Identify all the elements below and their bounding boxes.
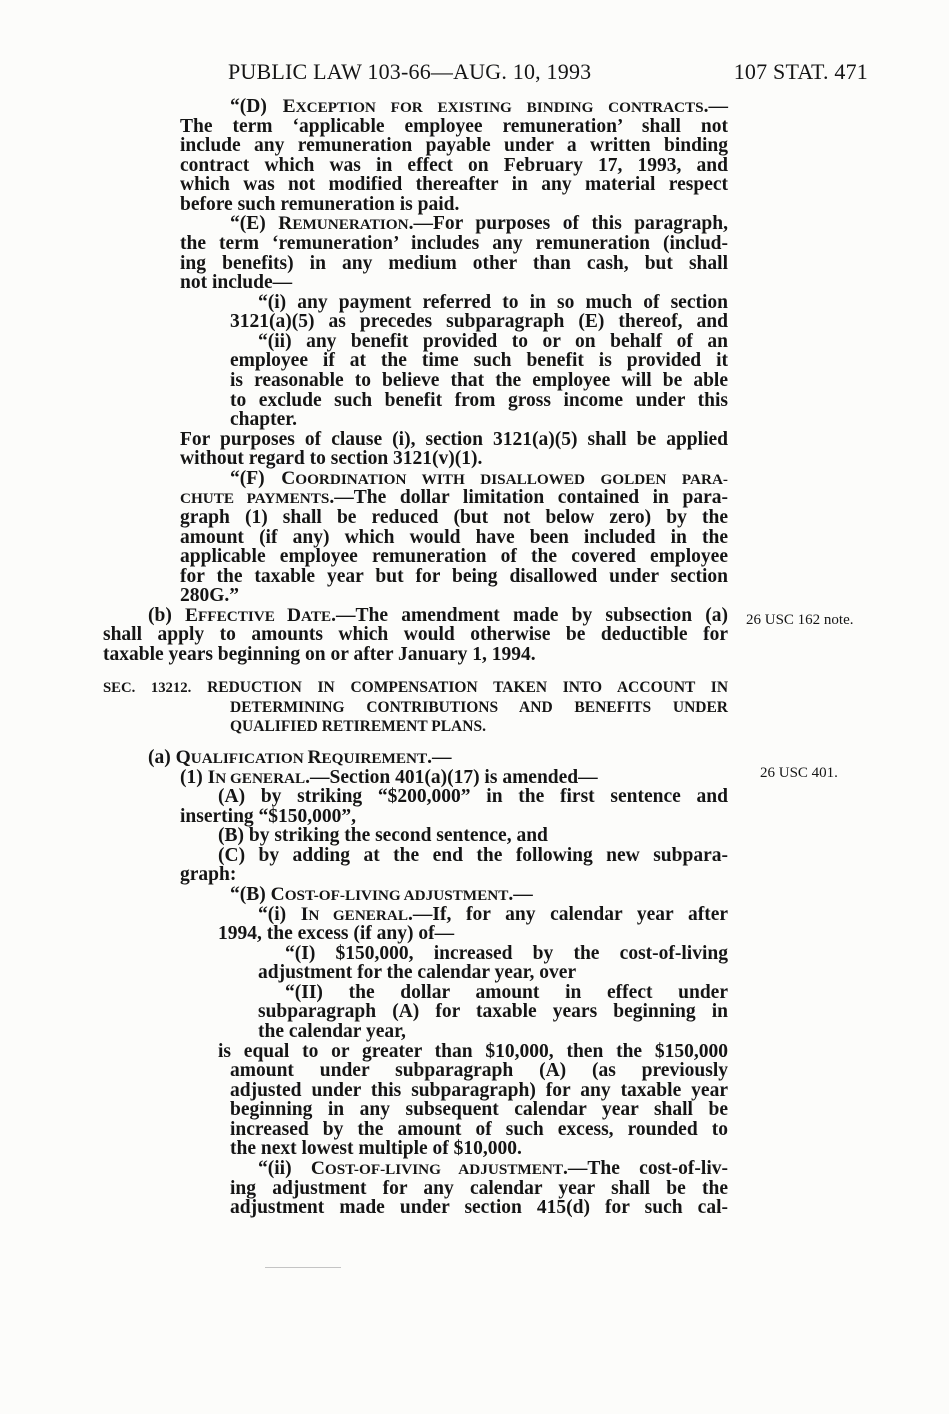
new-subparagraph-b-heading-line <box>230 885 533 906</box>
paragraph-marker: (1) <box>180 767 208 788</box>
clause-marker: “(i) <box>258 904 301 925</box>
subclause-line: subparagraph (A) for taxable years beginning in <box>258 1001 728 1022</box>
footnote-rule <box>265 1267 341 1268</box>
subparagraph-e-heading-line <box>230 214 728 235</box>
heading-line-text: The amendment made by subsection (a) <box>355 605 728 626</box>
margin-note-usc-162: 26 USC 162 note. <box>746 612 854 628</box>
heading-dash: .— <box>408 213 433 234</box>
subparagraph-heading: REMUNERATION <box>278 213 409 234</box>
section-title: REDUCTION IN COMPENSATION TAKEN INTO ACCOUNT IN <box>207 679 729 696</box>
small-cap-initial: C <box>270 884 285 905</box>
subsection-marker: (a) <box>148 747 176 768</box>
heading-dash: .— <box>329 487 354 508</box>
heading-dash: .— <box>703 96 728 117</box>
clause-marker: “(ii) <box>258 1158 311 1179</box>
subsection-heading: QUALIFICATION REQUIREMENT <box>175 747 428 768</box>
subparagraph-heading: COORDINATION WITH DISALLOWED GOLDEN PARA- <box>281 468 728 489</box>
small-cap-initial: D <box>286 605 302 626</box>
subparagraph-marker: “(D) <box>230 96 283 117</box>
section-title: DETERMINING CONTRIBUTIONS AND BENEFITS UNDER <box>230 699 728 716</box>
clause-heading: IN GENERAL <box>300 904 409 925</box>
text-line: without regard to section 3121(v)(1). <box>180 448 483 469</box>
heading-dash: .— <box>563 1158 588 1179</box>
subclause-line: “(I) $150,000, increased by the cost-of-living <box>285 943 728 964</box>
text-line: (C) by adding at the end the following new subpara- <box>218 845 728 866</box>
subsection-marker: (b) <box>148 605 186 626</box>
small-cap-initial: R <box>307 747 322 768</box>
text-line: for the taxable year but for being disallowed under section <box>180 566 728 587</box>
text-line: not include— <box>180 272 293 293</box>
text-line: ing adjustment for any calendar year shall be the <box>230 1178 728 1199</box>
subparagraph-heading: EXCEPTION FOR EXISTING BINDING CONTRACTS <box>282 96 704 117</box>
clause-line: to exclude such benefit from gross income under this <box>230 390 728 411</box>
text-line: The term ‘applicable employee remuneration’ shall not <box>180 116 728 137</box>
subparagraph-marker: “(E) <box>230 213 279 234</box>
subparagraph-marker: “(F) <box>230 468 282 489</box>
subsection-heading: EFFECTIVE DATE <box>185 605 332 626</box>
text-line: 280G.” <box>180 585 240 606</box>
text-line: the term ‘remuneration’ includes any remuneration (includ- <box>180 233 728 254</box>
clause-line: “(ii) any benefit provided to or on behalf of an <box>258 331 728 352</box>
clause-line: is reasonable to believe that the employee will be able <box>230 370 728 391</box>
subclause-line: “(II) the dollar amount in effect under <box>285 982 728 1003</box>
text-line: shall apply to amounts which would otherwise be deductible for <box>103 624 728 645</box>
subparagraph-heading: CHUTE PAYMENTS <box>180 490 330 507</box>
text-line: inserting “$150,000”, <box>180 806 357 827</box>
subparagraph-marker: “(B) <box>230 884 271 905</box>
section-heading-line <box>103 678 728 698</box>
small-cap-initial: C <box>310 1158 325 1179</box>
text-line: 1994, the excess (if any) of— <box>218 923 455 944</box>
heading-line-text: The dollar limitation contained in para- <box>353 487 728 508</box>
heading-line-text: The cost-of-liv- <box>587 1158 728 1179</box>
section-title: QUALIFIED RETIREMENT PLANS. <box>230 718 486 735</box>
clause-heading: COST-OF-LIVING ADJUSTMENT <box>310 1158 564 1179</box>
heading-dash: .— <box>331 605 356 626</box>
text-line: the next lowest multiple of $10,000. <box>230 1138 522 1159</box>
small-cap-initial: I <box>207 767 216 788</box>
clause-line: chapter. <box>230 409 297 430</box>
margin-note-usc-401: 26 USC 401. <box>760 765 838 781</box>
text-line: (B) by striking the second sentence, and <box>218 825 548 846</box>
heading-dash: .— <box>508 884 533 905</box>
text-line: contract which was in effect on February 17, 1993, and <box>180 155 728 176</box>
heading-line-text: If, for any calendar year after <box>432 904 729 925</box>
text-line: increased by the amount of such excess, rounded to <box>230 1119 728 1140</box>
subparagraph-heading: COST-OF-LIVING ADJUSTMENT <box>270 884 509 905</box>
text-line: before such remuneration is paid. <box>180 194 460 215</box>
clause-line: employee if at the time such benefit is provided it <box>230 350 728 371</box>
subsection-a-heading-line <box>148 748 452 769</box>
small-cap-initial: E <box>282 96 296 117</box>
text-line: amount (if any) which would have been included in the <box>180 527 728 548</box>
small-cap-initial: Q <box>175 747 191 768</box>
subclause-line: adjustment for the calendar year, over <box>258 962 577 983</box>
running-head: PUBLIC LAW 103-66—AUG. 10, 1993 <box>228 59 592 84</box>
heading-line-text: For purposes of this paragraph, <box>432 213 729 234</box>
text-line: For purposes of clause (i), section 3121(a)(5) shall be applied <box>180 429 728 450</box>
page-stat-number: 107 STAT. 471 <box>733 59 868 84</box>
small-cap-initial: I <box>300 904 309 925</box>
text-line: graph: <box>180 864 237 885</box>
clause-line: 3121(a)(5) as precedes subparagraph (E) thereof, and <box>230 311 728 332</box>
heading-dash: .— <box>427 747 452 768</box>
heading-dash: .— <box>408 904 433 925</box>
section-number: SEC. 13212. <box>103 680 192 696</box>
text-line: adjustment made under section 415(d) for such cal- <box>230 1197 728 1218</box>
heading-dash: .— <box>305 767 330 788</box>
clause-line: “(i) any payment referred to in so much of section <box>258 292 728 313</box>
text-line: (A) by striking “$200,000” in the first sentence and <box>218 786 728 807</box>
text-line: taxable years beginning on or after January 1, 1994. <box>103 644 536 665</box>
subparagraph-f-heading-line-2 <box>180 488 728 509</box>
text-line: ing benefits) in any medium other than cash, but shall <box>180 253 728 274</box>
subparagraph-d-heading-line <box>230 97 728 118</box>
small-cap-initial: C <box>281 468 296 489</box>
text-line: amount under subparagraph (A) (as previously <box>230 1060 728 1081</box>
paragraph-heading: IN GENERAL <box>207 767 306 788</box>
small-cap-initial: E <box>185 605 198 626</box>
text-line: which was not modified thereafter in any material respect <box>180 174 728 195</box>
text-line: include any remuneration payable under a written binding <box>180 135 728 156</box>
text-line: applicable employee remuneration of the covered employee <box>180 546 728 567</box>
text-line: beginning in any subsequent calendar year shall be <box>230 1099 728 1120</box>
text-line: adjusted under this subparagraph) for any taxable year <box>230 1080 728 1101</box>
subclause-line: the calendar year, <box>258 1021 406 1042</box>
small-cap-initial: R <box>278 213 293 234</box>
heading-line-text: Section 401(a)(17) is amended— <box>329 767 598 788</box>
clause-ii-heading-line <box>258 1159 728 1180</box>
text-line: graph (1) shall be reduced (but not below zero) by the <box>180 507 728 528</box>
text-line: is equal to or greater than $10,000, then the $150,000 <box>218 1041 728 1062</box>
